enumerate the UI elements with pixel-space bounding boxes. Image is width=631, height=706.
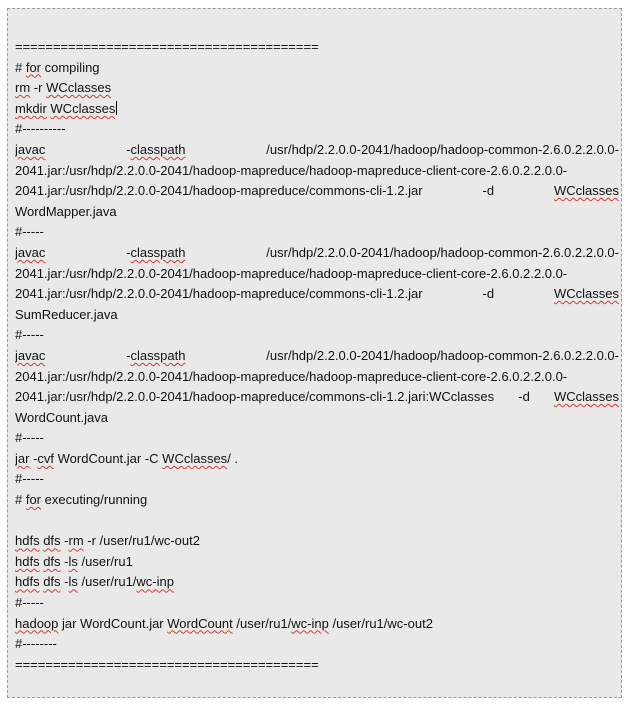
text-run: -d [482, 183, 495, 199]
text-line [15, 181, 619, 202]
text-run: -d [482, 286, 495, 302]
blank-line [15, 511, 619, 532]
text-line [15, 37, 619, 58]
text-run: 2041.jar:/usr/hdp/2.2.0.0-2041/hadoop-mapreduce/hadoop-mapreduce-client-core-2.6.0.2.2.0.0- [15, 368, 568, 384]
justified-segment [554, 284, 619, 305]
text-cursor [116, 101, 117, 115]
text-run: - [126, 347, 131, 363]
misspelled-word: WCclasses [50, 100, 116, 116]
text-run: 2041.jar:/usr/hdp/2.2.0.0-2041/hadoop-mapreduce/hadoop-mapreduce-client-core-2.6.0.2.2.0.0- [15, 162, 568, 178]
text-run: 2041.jar:/usr/hdp/2.2.0.0-2041/hadoop-mapreduce/commons-cli-1.2.jar [15, 183, 423, 199]
misspelled-word: WCclasses [553, 389, 619, 405]
misspelled-word: hdfs [15, 553, 40, 569]
text-run: - [60, 533, 69, 549]
text-run: #----- [15, 430, 44, 446]
text-line [15, 284, 619, 305]
text-line [15, 552, 619, 573]
misspelled-word: mkdir [15, 100, 47, 116]
text-run: ======================================== [15, 39, 319, 54]
text-line [15, 490, 619, 511]
text-run: 2041.jar:/usr/hdp/2.2.0.0-2041/hadoop-mapreduce/hadoop-mapreduce-client-core-2.6.0.2.2.0.0- [15, 265, 568, 281]
text-run: /usr/hdp/2.2.0.0-2041/hadoop/hadoop-common-2.6.0.2.2.0.0- [266, 141, 619, 157]
text-run: - [126, 244, 131, 260]
text-line [15, 408, 619, 429]
misspelled-word: dfs [43, 574, 61, 590]
text-run: #----- [15, 327, 44, 343]
text-run: -r /user/ru1/wc-out2 [83, 533, 200, 549]
text-line [15, 449, 619, 470]
misspelled-word: hdfs [15, 533, 40, 549]
text-line [15, 222, 619, 243]
text-line [15, 243, 619, 264]
misspelled-word: rm [68, 533, 84, 549]
text-run: /user/ru1/ [232, 615, 292, 631]
misspelled-word: classpath [130, 347, 186, 363]
text-line [15, 469, 619, 490]
misspelled-word: ls [68, 574, 78, 590]
text-run: #----- [15, 224, 44, 240]
text-run: / . [227, 450, 239, 466]
text-line [15, 655, 619, 676]
misspelled-word: dfs [43, 533, 61, 549]
text-run: SumReducer.java [15, 306, 118, 322]
text-run: - [60, 553, 69, 569]
text-run: /user/ru1/wc-out2 [328, 615, 433, 631]
misspelled-word: rm [15, 80, 31, 96]
text-run: # [15, 59, 26, 75]
misspelled-word: wc-inp [136, 574, 174, 590]
text-run: # [15, 492, 26, 508]
text-box-frame [7, 8, 622, 698]
misspelled-word: jar [15, 450, 30, 466]
text-run: /user/ru1 [77, 553, 133, 569]
misspelled-word: hdfs [15, 574, 40, 590]
misspelled-word: javac [15, 244, 46, 260]
text-line [15, 58, 619, 79]
justified-segment [483, 284, 495, 305]
text-run: ======================================== [15, 656, 319, 672]
text-line [15, 325, 619, 346]
misspelled-word: WCclasses [553, 286, 619, 302]
justified-segment [15, 243, 45, 264]
text-run: /usr/hdp/2.2.0.0-2041/hadoop/hadoop-common-2.6.0.2.2.0.0- [266, 347, 619, 363]
text-line [15, 367, 619, 388]
justified-segment [266, 243, 619, 264]
misspelled-word: classpath [130, 244, 186, 260]
justified-segment [15, 181, 423, 202]
text-run: -r [30, 80, 47, 96]
misspelled-word: classpath [130, 141, 186, 157]
text-line [15, 572, 619, 593]
text-run: executing/running [41, 492, 148, 508]
text-run: 2041.jar:/usr/hdp/2.2.0.0-2041/hadoop-mapreduce/commons-cli-1.2.jar [15, 286, 423, 302]
text-run: jar WordCount.jar [58, 615, 168, 631]
misspelled-word: for [25, 59, 42, 75]
justified-segment [554, 387, 619, 408]
text-line [15, 119, 619, 140]
justified-segment [15, 284, 423, 305]
text-run: 2041.jar:/usr/hdp/2.2.0.0-2041/hadoop-mapreduce/commons-cli-1.2.jari:WCclasses [15, 389, 495, 405]
misspelled-word: hadoop [15, 615, 59, 631]
text-run: - [29, 450, 38, 466]
misspelled-word: wc-inp [291, 615, 329, 631]
text-run: #-------- [15, 636, 57, 652]
justified-segment [483, 181, 495, 202]
misspelled-word: WCclasses [553, 183, 619, 199]
text-run: WordCount.jar -C [54, 450, 163, 466]
justified-segment [126, 243, 185, 264]
text-line [15, 531, 619, 552]
justified-segment [126, 140, 185, 161]
text-line [15, 634, 619, 655]
misspelled-word: ls [68, 553, 78, 569]
text-run: WordMapper.java [15, 203, 117, 219]
text-run: /user/ru1/ [77, 574, 137, 590]
text-line [15, 305, 619, 326]
misspelled-word: javac [15, 141, 46, 157]
text-run: - [60, 574, 69, 590]
misspelled-word: for [25, 492, 42, 508]
text-run: WordCount.java [15, 409, 108, 425]
text-line [15, 614, 619, 635]
misspelled-word: WCclasses [46, 80, 112, 96]
text-line [15, 346, 619, 367]
text-run: /usr/hdp/2.2.0.0-2041/hadoop/hadoop-common-2.6.0.2.2.0.0- [266, 244, 619, 260]
justified-segment [266, 346, 619, 367]
text-run: #---------- [15, 121, 66, 137]
misspelled-word: cvf [37, 450, 55, 466]
justified-segment [15, 140, 45, 161]
text-run: - [126, 141, 131, 157]
text-line [15, 593, 619, 614]
text-line [15, 78, 619, 99]
text-run: compiling [41, 59, 100, 75]
text-line [15, 99, 619, 120]
justified-segment [266, 140, 619, 161]
text-line [15, 387, 619, 408]
text-run: #----- [15, 595, 44, 611]
justified-segment [518, 387, 530, 408]
text-line [15, 202, 619, 223]
document-body[interactable] [15, 37, 619, 675]
text-run: #----- [15, 471, 44, 487]
text-line [15, 161, 619, 182]
justified-segment [15, 387, 494, 408]
justified-segment [554, 181, 619, 202]
misspelled-word: WordCount [167, 615, 233, 631]
justified-segment [126, 346, 185, 367]
text-line [15, 140, 619, 161]
text-line [15, 264, 619, 285]
misspelled-word: javac [15, 347, 46, 363]
text-run: -d [518, 389, 530, 405]
misspelled-word: WCclasses [162, 450, 228, 466]
misspelled-word: dfs [43, 553, 61, 569]
justified-segment [15, 346, 45, 367]
text-line [15, 428, 619, 449]
